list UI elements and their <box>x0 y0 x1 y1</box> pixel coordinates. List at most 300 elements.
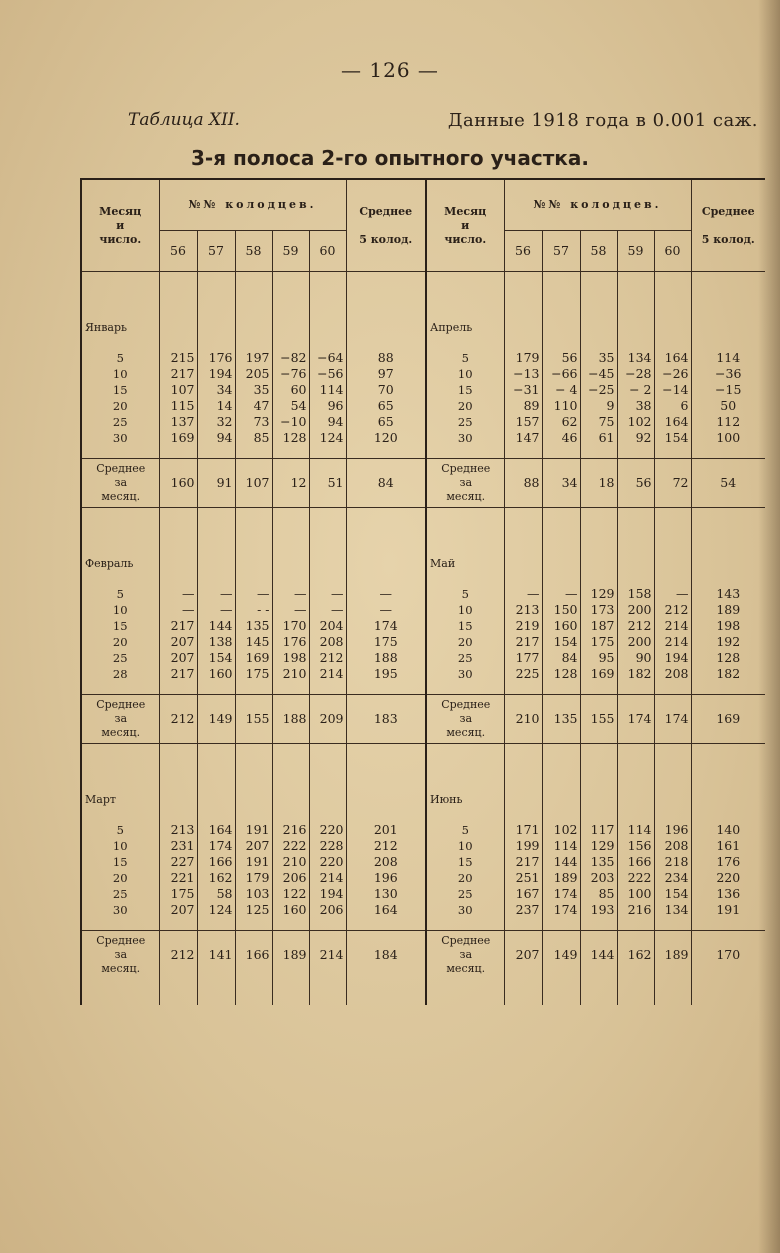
day-label: 15 <box>81 618 159 634</box>
spacer-cell <box>159 979 197 1005</box>
monthly-average-label: Среднее за месяц. <box>81 459 159 508</box>
value-cell: 9 <box>580 398 617 414</box>
spacer-cell <box>504 768 542 792</box>
spacer-cell <box>159 336 197 350</box>
avg-cell: 130 <box>346 886 426 902</box>
spacer-cell <box>504 918 542 931</box>
avg-cell: 136 <box>691 886 765 902</box>
value-cell: 205 <box>235 366 272 382</box>
spacer-cell <box>81 918 159 931</box>
value-cell: 214 <box>654 634 691 650</box>
value-cell: 154 <box>197 650 235 666</box>
table-row <box>81 838 765 854</box>
spacer-cell <box>197 768 235 792</box>
avg-cell: 174 <box>346 618 426 634</box>
empty-cell <box>580 792 617 808</box>
table-title: 3-я полоса 2-го опытного участка. <box>191 146 589 170</box>
day-label: 10 <box>81 838 159 854</box>
mean-value-cell: 214 <box>309 931 346 980</box>
empty-cell <box>691 556 765 572</box>
value-cell: 169 <box>235 650 272 666</box>
empty-cell <box>504 320 542 336</box>
month-header: Месяц и число. <box>81 179 159 272</box>
spacer-cell <box>159 682 197 695</box>
spacer-cell <box>346 572 426 586</box>
spacer-cell <box>542 446 580 459</box>
spacer-cell <box>346 272 426 297</box>
value-cell: 193 <box>580 902 617 918</box>
empty-cell <box>617 556 654 572</box>
spacer-cell <box>159 272 197 297</box>
mean-value-cell: 107 <box>235 459 272 508</box>
month-name: Апрель <box>426 320 504 336</box>
spacer-cell <box>272 446 309 459</box>
month-header: Месяц и число. <box>426 179 504 272</box>
value-cell: 200 <box>617 634 654 650</box>
avg-cell: 120 <box>346 430 426 446</box>
value-cell: 164 <box>654 350 691 366</box>
value-cell: 158 <box>617 586 654 602</box>
avg-cell: 70 <box>346 382 426 398</box>
spacer-cell <box>580 768 617 792</box>
spacer-cell <box>542 272 580 297</box>
spacer-cell <box>580 336 617 350</box>
value-cell: − 2 <box>617 382 654 398</box>
value-cell: 54 <box>272 398 309 414</box>
value-cell: 154 <box>542 634 580 650</box>
day-label: 5 <box>81 586 159 602</box>
spacer-cell <box>504 682 542 695</box>
avg-cell: 97 <box>346 366 426 382</box>
value-cell: 217 <box>159 618 197 634</box>
value-cell: — <box>309 602 346 618</box>
value-cell: — <box>272 586 309 602</box>
table-row <box>81 870 765 886</box>
value-cell: 173 <box>580 602 617 618</box>
value-cell: 129 <box>580 586 617 602</box>
spacer-cell <box>159 296 197 320</box>
spacer-cell <box>346 446 426 459</box>
avg-cell: 198 <box>691 618 765 634</box>
table-row <box>81 744 765 769</box>
table-row <box>81 808 765 822</box>
month-name: Январь <box>81 320 159 336</box>
value-cell: 217 <box>504 634 542 650</box>
value-cell: 160 <box>272 902 309 918</box>
value-cell: 128 <box>272 430 309 446</box>
spacer-cell <box>542 808 580 822</box>
spacer-cell <box>580 296 617 320</box>
mean-avg-cell: 184 <box>346 931 426 980</box>
spacer-cell <box>309 768 346 792</box>
avg-cell: 128 <box>691 650 765 666</box>
value-cell: 107 <box>159 382 197 398</box>
spacer-cell <box>617 744 654 769</box>
spacer-cell <box>691 918 765 931</box>
value-cell: 90 <box>617 650 654 666</box>
spacer-cell <box>654 572 691 586</box>
spacer-cell <box>81 979 159 1005</box>
spacer-cell <box>426 296 504 320</box>
value-cell: 206 <box>272 870 309 886</box>
spacer-cell <box>426 272 504 297</box>
spacer-cell <box>309 532 346 556</box>
spacer-cell <box>235 572 272 586</box>
value-cell: 187 <box>580 618 617 634</box>
value-cell: 208 <box>654 838 691 854</box>
spacer-cell <box>81 272 159 297</box>
day-label: 25 <box>81 886 159 902</box>
value-cell: 174 <box>197 838 235 854</box>
table-row <box>81 446 765 459</box>
value-cell: 35 <box>580 350 617 366</box>
value-cell: 34 <box>197 382 235 398</box>
value-cell: −13 <box>504 366 542 382</box>
spacer-cell <box>542 296 580 320</box>
empty-cell <box>691 320 765 336</box>
spacer-cell <box>309 744 346 769</box>
value-cell: 208 <box>309 634 346 650</box>
day-label: 25 <box>81 650 159 666</box>
mean-value-cell: 144 <box>580 931 617 980</box>
value-cell: 191 <box>235 854 272 870</box>
value-cell: 56 <box>542 350 580 366</box>
value-cell: 219 <box>504 618 542 634</box>
spacer-cell <box>235 918 272 931</box>
value-cell: 162 <box>197 870 235 886</box>
empty-cell <box>346 556 426 572</box>
spacer-cell <box>426 768 504 792</box>
month-name: Май <box>426 556 504 572</box>
well-number-header: 57 <box>542 231 580 272</box>
spacer-cell <box>235 808 272 822</box>
mean-value-cell: 174 <box>654 695 691 744</box>
spacer-cell <box>617 532 654 556</box>
day-label: 5 <box>426 586 504 602</box>
spacer-cell <box>272 744 309 769</box>
spacer-cell <box>691 446 765 459</box>
spacer-cell <box>235 296 272 320</box>
spacer-cell <box>81 744 159 769</box>
spacer-cell <box>159 744 197 769</box>
value-cell: 137 <box>159 414 197 430</box>
value-cell: −25 <box>580 382 617 398</box>
monthly-average-label: Среднее за месяц. <box>426 931 504 980</box>
table-row <box>81 366 765 382</box>
spacer-cell <box>235 272 272 297</box>
value-cell: 169 <box>159 430 197 446</box>
spacer-cell <box>197 336 235 350</box>
empty-cell <box>346 792 426 808</box>
mean-value-cell: 189 <box>272 931 309 980</box>
value-cell: 177 <box>504 650 542 666</box>
table-row <box>81 272 765 297</box>
spacer-cell <box>426 744 504 769</box>
day-label: 20 <box>81 634 159 650</box>
spacer-cell <box>235 979 272 1005</box>
value-cell: −82 <box>272 350 309 366</box>
spacer-cell <box>235 768 272 792</box>
value-cell: 144 <box>197 618 235 634</box>
day-label: 30 <box>426 666 504 682</box>
value-cell: 160 <box>542 618 580 634</box>
empty-cell <box>691 792 765 808</box>
day-label: 25 <box>426 886 504 902</box>
table-row <box>81 586 765 602</box>
value-cell: 110 <box>542 398 580 414</box>
spacer-cell <box>197 508 235 533</box>
spacer-cell <box>197 296 235 320</box>
value-cell: 96 <box>309 398 346 414</box>
spacer-cell <box>235 744 272 769</box>
value-cell: 115 <box>159 398 197 414</box>
avg-cell: — <box>346 602 426 618</box>
spacer-cell <box>426 446 504 459</box>
spacer-cell <box>81 682 159 695</box>
avg-cell: 176 <box>691 854 765 870</box>
value-cell: −28 <box>617 366 654 382</box>
avg-cell: 191 <box>691 902 765 918</box>
value-cell: — <box>197 602 235 618</box>
well-number-header: 59 <box>272 231 309 272</box>
value-cell: 167 <box>504 886 542 902</box>
value-cell: 220 <box>309 854 346 870</box>
wells-header: №№ колодцев. <box>159 179 346 231</box>
table-row <box>81 296 765 320</box>
value-cell: −10 <box>272 414 309 430</box>
value-cell: 58 <box>197 886 235 902</box>
spacer-cell <box>197 744 235 769</box>
value-cell: 129 <box>580 838 617 854</box>
day-label: 30 <box>81 902 159 918</box>
day-label: 5 <box>81 350 159 366</box>
day-label: 25 <box>426 414 504 430</box>
spacer-cell <box>309 808 346 822</box>
avg-cell: 220 <box>691 870 765 886</box>
table-row <box>81 854 765 870</box>
spacer-cell <box>272 572 309 586</box>
spacer-cell <box>197 272 235 297</box>
table-row <box>81 822 765 838</box>
value-cell: − 4 <box>542 382 580 398</box>
spacer-cell <box>504 532 542 556</box>
value-cell: 174 <box>542 902 580 918</box>
spacer-cell <box>235 508 272 533</box>
value-cell: 164 <box>197 822 235 838</box>
mean-value-cell: 209 <box>309 695 346 744</box>
avg-cell: 65 <box>346 398 426 414</box>
empty-cell <box>309 320 346 336</box>
value-cell: 85 <box>235 430 272 446</box>
value-cell: 84 <box>542 650 580 666</box>
day-label: 25 <box>81 414 159 430</box>
value-cell: 125 <box>235 902 272 918</box>
value-cell: 124 <box>197 902 235 918</box>
month-name: Март <box>81 792 159 808</box>
spacer-cell <box>580 446 617 459</box>
spacer-cell <box>346 744 426 769</box>
value-cell: 95 <box>580 650 617 666</box>
mean-value-cell: 72 <box>654 459 691 508</box>
mean-value-cell: 149 <box>542 931 580 980</box>
value-cell: 234 <box>654 870 691 886</box>
empty-cell <box>272 792 309 808</box>
day-label: 20 <box>426 634 504 650</box>
value-cell: 114 <box>617 822 654 838</box>
value-cell: 73 <box>235 414 272 430</box>
spacer-cell <box>617 296 654 320</box>
table-row <box>81 572 765 586</box>
avg-cell: 208 <box>346 854 426 870</box>
value-cell: 150 <box>542 602 580 618</box>
table-row <box>81 414 765 430</box>
empty-cell <box>580 320 617 336</box>
table-row <box>81 532 765 556</box>
value-cell: 89 <box>504 398 542 414</box>
table-row <box>81 650 765 666</box>
table-row <box>81 398 765 414</box>
value-cell: −66 <box>542 366 580 382</box>
value-cell: 214 <box>654 618 691 634</box>
spacer-cell <box>159 508 197 533</box>
table-row <box>81 918 765 931</box>
day-label: 10 <box>81 366 159 382</box>
value-cell: — <box>504 586 542 602</box>
spacer-cell <box>81 572 159 586</box>
mean-avg-cell: 170 <box>691 931 765 980</box>
spacer-cell <box>617 979 654 1005</box>
value-cell: 217 <box>159 366 197 382</box>
value-cell: 216 <box>617 902 654 918</box>
spacer-cell <box>617 768 654 792</box>
day-label: 5 <box>81 822 159 838</box>
spacer-cell <box>272 296 309 320</box>
spacer-cell <box>346 979 426 1005</box>
spacer-cell <box>309 272 346 297</box>
spacer-cell <box>272 918 309 931</box>
value-cell: 212 <box>309 650 346 666</box>
monthly-average-label: Среднее за месяц. <box>81 695 159 744</box>
value-cell: — <box>272 602 309 618</box>
spacer-cell <box>691 508 765 533</box>
spacer-cell <box>542 979 580 1005</box>
spacer-cell <box>235 446 272 459</box>
spacer-cell <box>542 508 580 533</box>
avg-header: Среднее 5 колод. <box>691 179 765 272</box>
table-row <box>81 508 765 533</box>
table-row <box>81 931 765 980</box>
well-number-header: 57 <box>197 231 235 272</box>
spacer-cell <box>617 336 654 350</box>
mean-value-cell: 149 <box>197 695 235 744</box>
page-number: — 126 — <box>341 58 439 82</box>
value-cell: 135 <box>235 618 272 634</box>
table-subtitle: Данные 1918 года в 0.001 саж. <box>447 110 758 131</box>
mean-value-cell: 51 <box>309 459 346 508</box>
spacer-cell <box>426 532 504 556</box>
value-cell: 175 <box>580 634 617 650</box>
table-row <box>81 602 765 618</box>
spacer-cell <box>272 272 309 297</box>
value-cell: 145 <box>235 634 272 650</box>
value-cell: 206 <box>309 902 346 918</box>
day-label: 10 <box>426 366 504 382</box>
spacer-cell <box>654 532 691 556</box>
value-cell: 179 <box>235 870 272 886</box>
spacer-cell <box>426 682 504 695</box>
table-row <box>81 556 765 572</box>
spacer-cell <box>504 272 542 297</box>
table-row <box>81 350 765 366</box>
spacer-cell <box>617 508 654 533</box>
wells-header: №№ колодцев. <box>504 179 691 231</box>
spacer-cell <box>617 682 654 695</box>
spacer-cell <box>691 768 765 792</box>
day-label: 30 <box>81 430 159 446</box>
value-cell: 175 <box>159 886 197 902</box>
mean-value-cell: 212 <box>159 695 197 744</box>
value-cell: 207 <box>159 634 197 650</box>
value-cell: 199 <box>504 838 542 854</box>
empty-cell <box>542 556 580 572</box>
value-cell: 164 <box>654 414 691 430</box>
avg-cell: 114 <box>691 350 765 366</box>
value-cell: 114 <box>542 838 580 854</box>
value-cell: 174 <box>542 886 580 902</box>
spacer-cell <box>426 572 504 586</box>
spacer-cell <box>426 336 504 350</box>
avg-cell: 143 <box>691 586 765 602</box>
month-name: Июнь <box>426 792 504 808</box>
empty-cell <box>235 792 272 808</box>
spacer-cell <box>654 744 691 769</box>
value-cell: 196 <box>654 822 691 838</box>
table-row <box>81 634 765 650</box>
value-cell: — <box>309 586 346 602</box>
table-row <box>81 902 765 918</box>
value-cell: 160 <box>197 666 235 682</box>
well-number-header: 58 <box>580 231 617 272</box>
value-cell: 154 <box>654 430 691 446</box>
value-cell: −76 <box>272 366 309 382</box>
value-cell: 214 <box>309 666 346 682</box>
well-number-header: 58 <box>235 231 272 272</box>
spacer-cell <box>272 979 309 1005</box>
value-cell: — <box>197 586 235 602</box>
mean-avg-cell: 54 <box>691 459 765 508</box>
avg-cell: 201 <box>346 822 426 838</box>
empty-cell <box>159 556 197 572</box>
day-label: 10 <box>426 602 504 618</box>
value-cell: 212 <box>617 618 654 634</box>
table-row <box>81 695 765 744</box>
value-cell: −56 <box>309 366 346 382</box>
spacer-cell <box>542 572 580 586</box>
value-cell: 166 <box>617 854 654 870</box>
value-cell: 47 <box>235 398 272 414</box>
table-row <box>81 979 765 1005</box>
spacer-cell <box>504 336 542 350</box>
spacer-cell <box>346 768 426 792</box>
value-cell: — <box>654 586 691 602</box>
spacer-cell <box>617 446 654 459</box>
avg-cell: 192 <box>691 634 765 650</box>
table-row <box>81 179 765 231</box>
value-cell: 117 <box>580 822 617 838</box>
spacer-cell <box>346 682 426 695</box>
value-cell: 135 <box>580 854 617 870</box>
spacer-cell <box>504 572 542 586</box>
